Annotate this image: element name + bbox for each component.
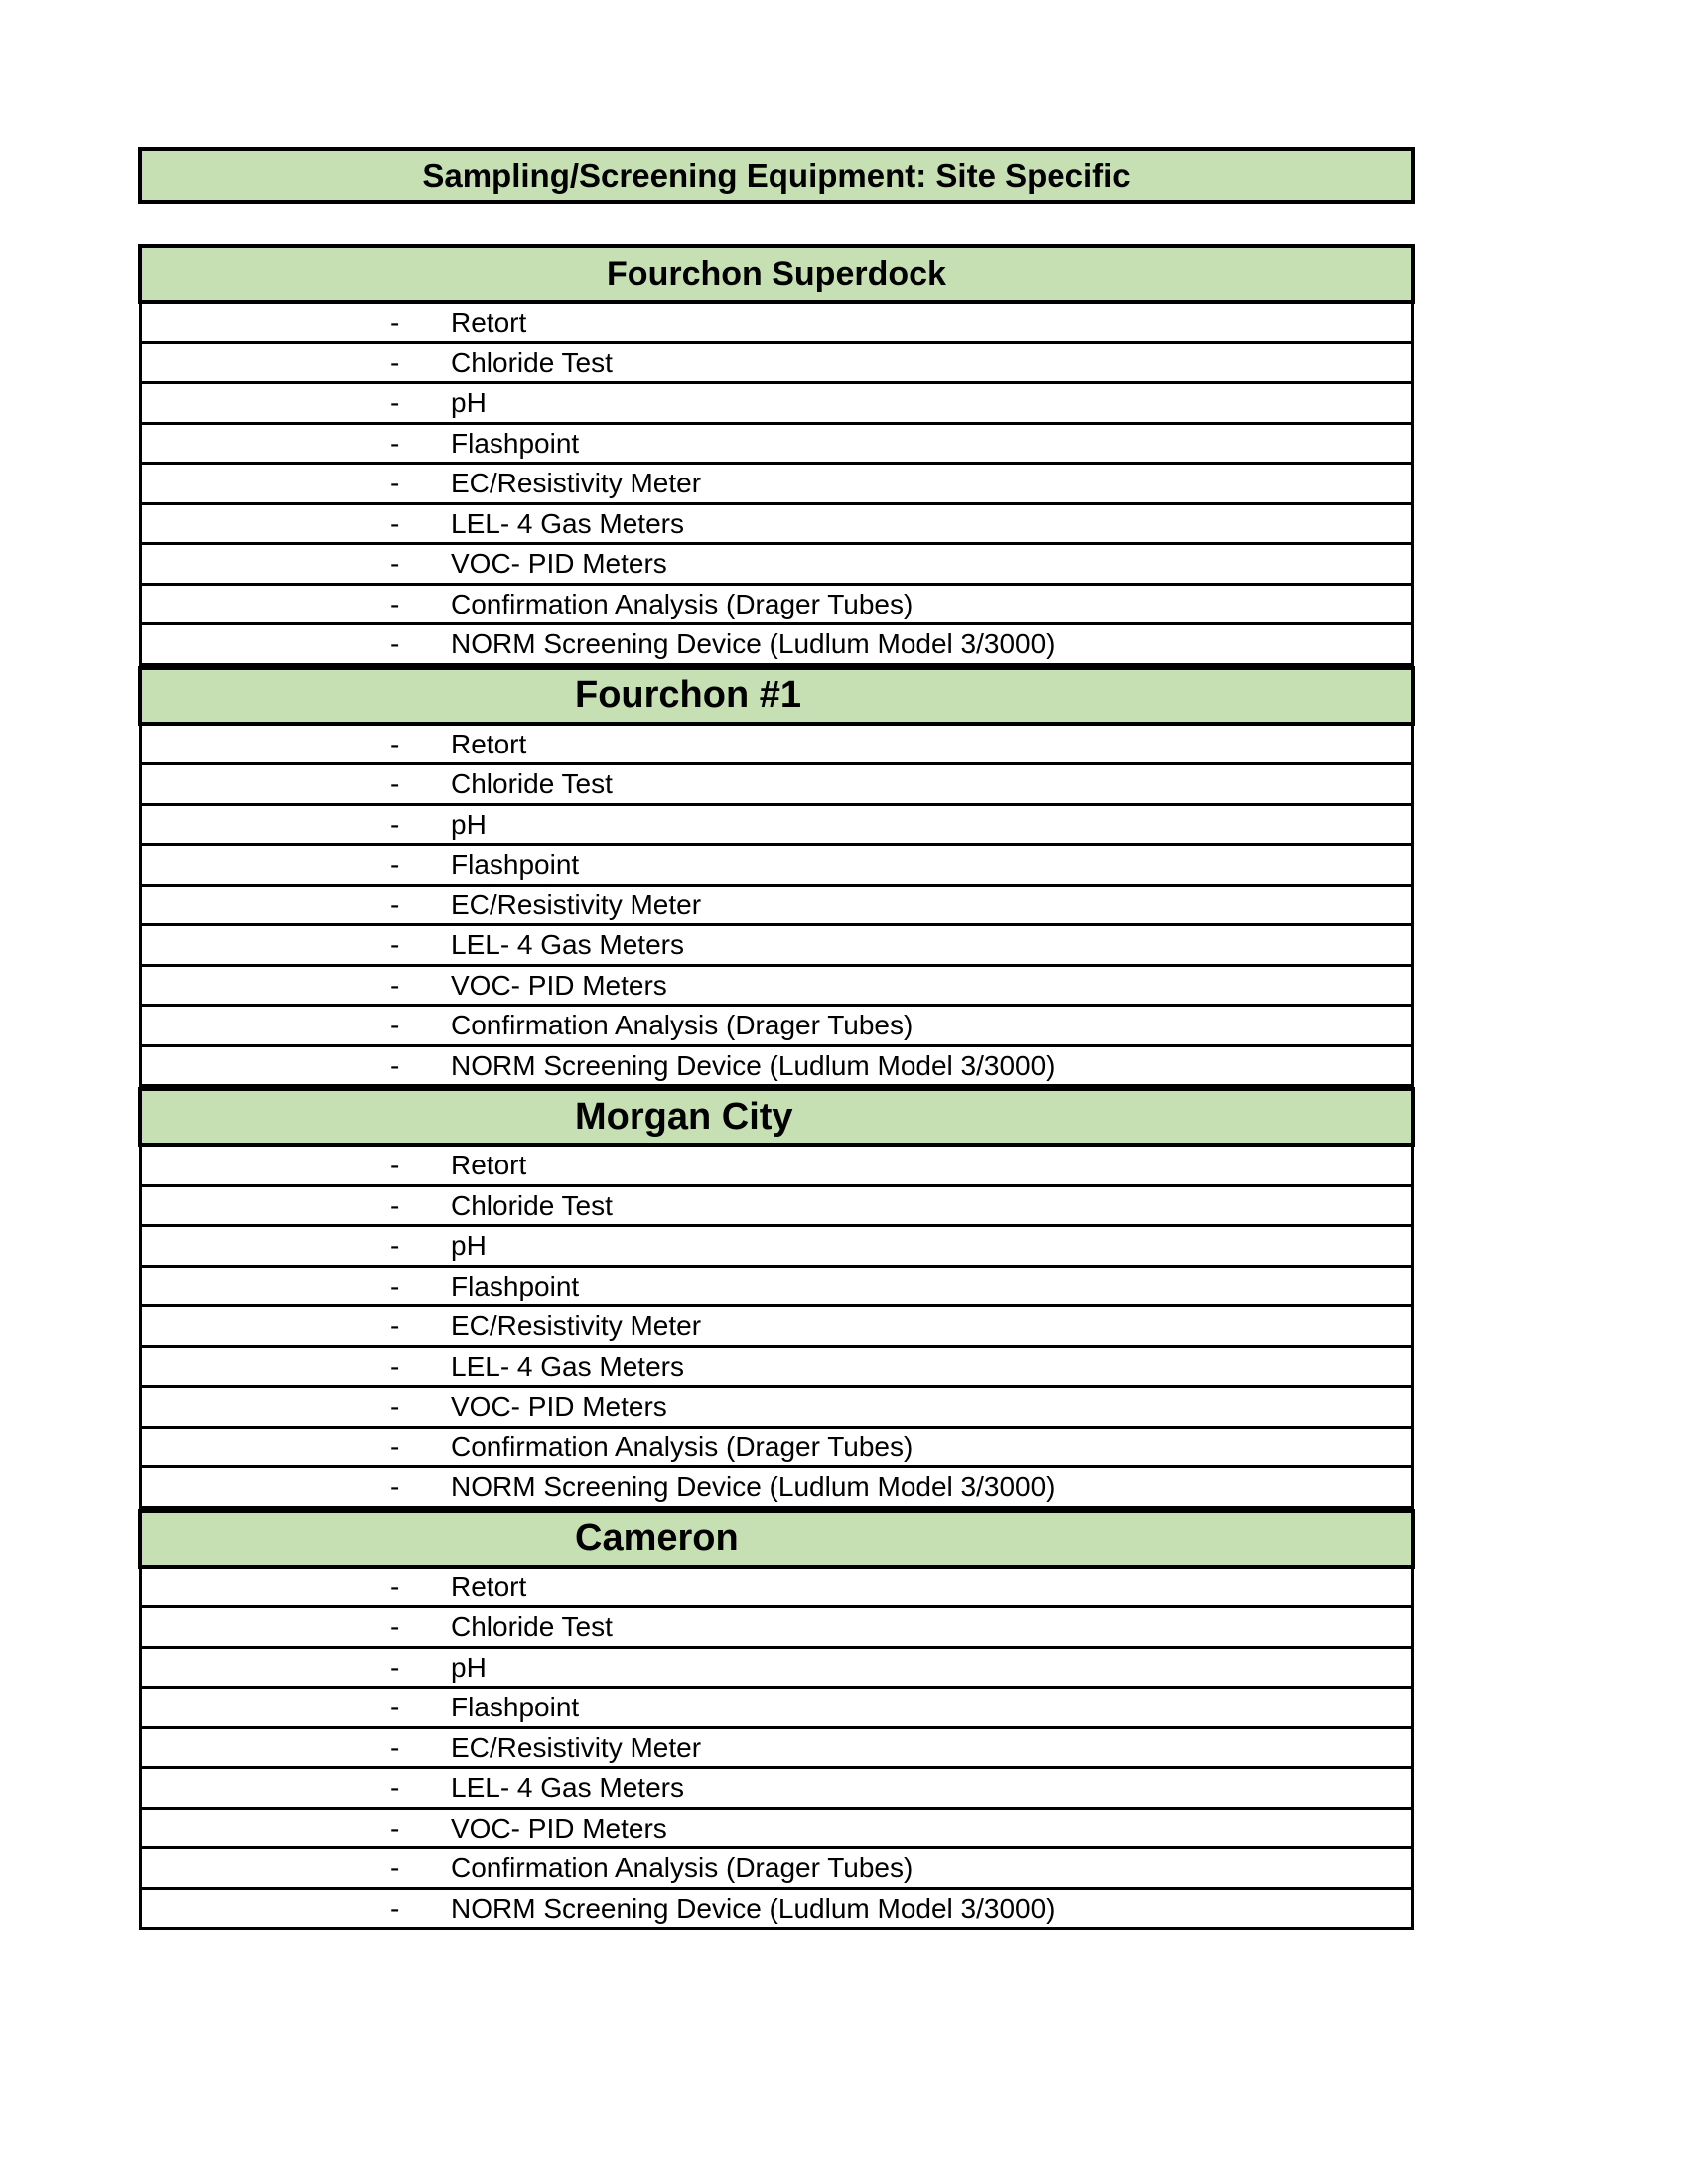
equipment-row xyxy=(142,625,1411,666)
site-section xyxy=(138,244,1415,666)
bullet-dash: - xyxy=(390,427,400,459)
equipment-item: Flashpoint xyxy=(451,1270,580,1301)
equipment-row xyxy=(142,726,1411,766)
bullet-dash: - xyxy=(390,346,400,378)
equipment-list xyxy=(139,726,1414,1088)
equipment-item: VOC- PID Meters xyxy=(451,1812,667,1843)
equipment-row xyxy=(142,1348,1411,1389)
page-title-text: Sampling/Screening Equipment: Site Specific xyxy=(422,156,1131,194)
bullet-dash: - xyxy=(390,768,400,799)
equipment-sections xyxy=(138,244,1415,1930)
equipment-row xyxy=(142,765,1411,806)
equipment-row xyxy=(142,1268,1411,1308)
bullet-dash: - xyxy=(390,468,400,498)
site-header xyxy=(138,1087,1415,1147)
equipment-item: EC/Resistivity Meter xyxy=(451,888,702,920)
equipment-item: Confirmation Analysis (Drager Tubes) xyxy=(451,588,914,619)
bullet-dash: - xyxy=(390,1812,400,1843)
bullet-dash: - xyxy=(390,1651,400,1683)
bullet-dash: - xyxy=(390,1310,400,1341)
bullet-dash: - xyxy=(390,1471,400,1502)
equipment-item: Retort xyxy=(451,728,527,759)
equipment-row xyxy=(142,1649,1411,1690)
equipment-row xyxy=(142,1307,1411,1348)
equipment-item: Confirmation Analysis (Drager Tubes) xyxy=(451,1010,914,1040)
equipment-row xyxy=(142,1187,1411,1228)
equipment-item: LEL- 4 Gas Meters xyxy=(451,929,684,960)
bullet-dash: - xyxy=(390,1049,400,1081)
equipment-row xyxy=(142,1569,1411,1609)
equipment-item: NORM Screening Device (Ludlum Model 3/3000) xyxy=(451,1892,1055,1924)
equipment-row xyxy=(142,1227,1411,1268)
equipment-row xyxy=(142,806,1411,847)
equipment-item: Confirmation Analysis (Drager Tubes) xyxy=(451,1852,914,1883)
equipment-row xyxy=(142,586,1411,626)
site-name: Morgan City xyxy=(575,1095,793,1138)
bullet-dash: - xyxy=(390,628,400,659)
equipment-item: Flashpoint xyxy=(451,1692,580,1722)
bullet-dash: - xyxy=(390,1692,400,1722)
equipment-item: LEL- 4 Gas Meters xyxy=(451,1350,684,1382)
equipment-item: VOC- PID Meters xyxy=(451,969,667,1001)
equipment-row xyxy=(142,1007,1411,1047)
equipment-row xyxy=(142,887,1411,927)
equipment-item: Flashpoint xyxy=(451,427,580,459)
equipment-row xyxy=(142,1689,1411,1729)
equipment-item: NORM Screening Device (Ludlum Model 3/3000) xyxy=(451,1049,1055,1081)
bullet-dash: - xyxy=(390,1431,400,1462)
equipment-row xyxy=(142,846,1411,887)
equipment-item: Chloride Test xyxy=(451,346,613,378)
equipment-item: pH xyxy=(451,1230,487,1261)
site-name: Fourchon Superdock xyxy=(607,254,946,293)
equipment-row xyxy=(142,1769,1411,1810)
equipment-row xyxy=(142,505,1411,546)
equipment-item: NORM Screening Device (Ludlum Model 3/3000) xyxy=(451,628,1055,659)
equipment-item: Retort xyxy=(451,1150,527,1180)
equipment-row xyxy=(142,1608,1411,1649)
site-header xyxy=(138,1509,1415,1569)
bullet-dash: - xyxy=(390,507,400,539)
equipment-item: Flashpoint xyxy=(451,849,580,880)
equipment-item: pH xyxy=(451,808,487,840)
bullet-dash: - xyxy=(390,929,400,960)
bullet-dash: - xyxy=(390,1772,400,1803)
equipment-list xyxy=(139,1147,1414,1509)
bullet-dash: - xyxy=(390,849,400,880)
equipment-row xyxy=(142,1729,1411,1770)
bullet-dash: - xyxy=(390,1350,400,1382)
equipment-item: Chloride Test xyxy=(451,1611,613,1642)
bullet-dash: - xyxy=(390,1731,400,1763)
equipment-item: Retort xyxy=(451,307,527,338)
equipment-list xyxy=(139,1569,1414,1931)
site-section xyxy=(138,1087,1415,1509)
equipment-item: Chloride Test xyxy=(451,1189,613,1221)
site-section xyxy=(138,1509,1415,1931)
equipment-row xyxy=(142,1810,1411,1850)
bullet-dash: - xyxy=(390,307,400,338)
bullet-dash: - xyxy=(390,728,400,759)
site-name: Cameron xyxy=(575,1517,739,1559)
equipment-row xyxy=(142,1388,1411,1429)
bullet-dash: - xyxy=(390,808,400,840)
bullet-dash: - xyxy=(390,1892,400,1924)
equipment-item: pH xyxy=(451,387,487,418)
site-name: Fourchon #1 xyxy=(575,674,802,716)
site-section xyxy=(138,666,1415,1088)
site-header xyxy=(138,666,1415,726)
bullet-dash: - xyxy=(390,387,400,418)
equipment-row xyxy=(142,926,1411,967)
equipment-list xyxy=(139,304,1414,666)
equipment-item: pH xyxy=(451,1651,487,1683)
bullet-dash: - xyxy=(390,1391,400,1422)
equipment-item: VOC- PID Meters xyxy=(451,548,667,579)
bullet-dash: - xyxy=(390,1852,400,1883)
bullet-dash: - xyxy=(390,888,400,920)
equipment-row xyxy=(142,384,1411,425)
equipment-item: EC/Resistivity Meter xyxy=(451,1310,702,1341)
equipment-item: NORM Screening Device (Ludlum Model 3/3000) xyxy=(451,1471,1055,1502)
equipment-item: Confirmation Analysis (Drager Tubes) xyxy=(451,1431,914,1462)
equipment-item: LEL- 4 Gas Meters xyxy=(451,507,684,539)
bullet-dash: - xyxy=(390,548,400,579)
bullet-dash: - xyxy=(390,1230,400,1261)
equipment-row xyxy=(142,304,1411,344)
equipment-row xyxy=(142,967,1411,1008)
equipment-item: Chloride Test xyxy=(451,768,613,799)
bullet-dash: - xyxy=(390,1189,400,1221)
bullet-dash: - xyxy=(390,588,400,619)
equipment-row xyxy=(142,1147,1411,1187)
equipment-row xyxy=(142,1047,1411,1088)
equipment-item: EC/Resistivity Meter xyxy=(451,468,702,498)
equipment-row xyxy=(142,425,1411,466)
bullet-dash: - xyxy=(390,1150,400,1180)
equipment-item: Retort xyxy=(451,1570,527,1602)
equipment-item: LEL- 4 Gas Meters xyxy=(451,1772,684,1803)
bullet-dash: - xyxy=(390,969,400,1001)
equipment-row xyxy=(142,344,1411,385)
site-header xyxy=(138,244,1415,304)
bullet-dash: - xyxy=(390,1010,400,1040)
page-title xyxy=(138,147,1415,204)
equipment-row xyxy=(142,1890,1411,1931)
equipment-row xyxy=(142,545,1411,586)
equipment-row xyxy=(142,1429,1411,1469)
equipment-item: EC/Resistivity Meter xyxy=(451,1731,702,1763)
equipment-row xyxy=(142,1468,1411,1509)
bullet-dash: - xyxy=(390,1270,400,1301)
equipment-row xyxy=(142,465,1411,505)
equipment-row xyxy=(142,1849,1411,1890)
equipment-item: VOC- PID Meters xyxy=(451,1391,667,1422)
bullet-dash: - xyxy=(390,1570,400,1602)
bullet-dash: - xyxy=(390,1611,400,1642)
